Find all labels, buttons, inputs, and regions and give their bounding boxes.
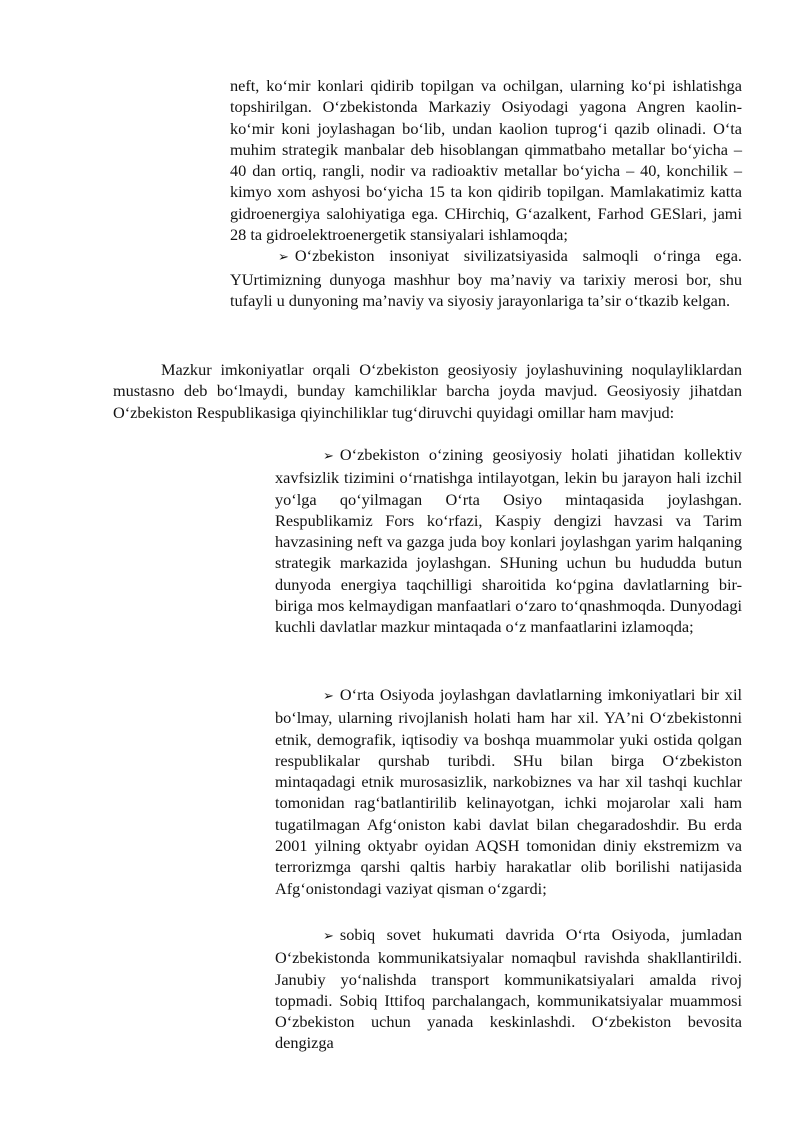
- arrowhead-bullet-icon: ➢: [323, 689, 334, 704]
- bullet-item-neighbors: [275, 684, 742, 899]
- bullet-item-security: [275, 444, 742, 638]
- bullet-item-communications: [275, 924, 742, 1054]
- text-block-intro: [113, 359, 742, 423]
- paragraph-resources: neft, koʻmir konlari qidirib topilgan va ochilgan, ularning koʻpi ishlatishga topshirilgan. Oʻzbekistonda Markaziy Osiyodagi yagona Angren kaolin-koʻmir koni joylashagan boʻlib, undan kaolion tuprogʻi qazib olinadi. Oʻta muhim strategik manbalar deb hisoblangan qimmatbaho metallar boʻyicha – 40 dan ortiq, rangli, nodir va radioaktiv metallar boʻyicha – 40, konchilik –kimyo xom ashyosi boʻyicha 15 ta kon qidirib topilgan. Mamlakatimiz katta gidroenergiya salohiyatiga ega. CHirchiq, Gʻazalkent, Farhod GESlari, jami 28 ta gidroelektroenergetik stansiyalari ishlamoqda;: [230, 76, 742, 245]
- arrowhead-bullet-icon: ➢: [323, 449, 334, 464]
- text-block-resources: [230, 75, 742, 311]
- paragraph-geopolitical-factors: Mazkur imkoniyatlar orqali Oʻzbekiston geosiyosiy joylashuvining noqulayliklardan mustasno deb boʻlmaydi, bunday kamchiliklar barcha joyda mavjud. Geosiyosiy jihatdan Oʻzbekiston Respublikasiga qiyinchiliklar tugʻdiruvchi quyidagi omillar ham mavjud:: [113, 360, 742, 422]
- text-block-security: [275, 444, 742, 638]
- bullet-text: Oʻzbekiston oʻzining geosiyosiy holati jihatidan kollektiv xavfsizlik tizimini oʻrnatishga intilayotgan, lekin bu jarayon hali izchil yoʻlga qoʻyilmagan Oʻrta Osiyo mintaqasida joylashgan. Respublikamiz Fors koʻrfazi, Kaspiy dengizi havzasi va Tarim havzasining neft va gazga juda boy konlari joylashgan yarim halqaning strategik markazida joylashgan. SHuning uchun bu hududda butun dunyoda energiya taqchilligi sharoitida koʻpgina davlatlarning bir-biriga mos kelmaydigan manfaatlari oʻzaro toʻqnashmoqda. Dunyodagi kuchli davlatlar mazkur mintaqada oʻz manfaatlarini izlamoqda;: [275, 445, 742, 637]
- arrowhead-bullet-icon: ➢: [323, 929, 334, 944]
- bullet-item-civilization: [230, 245, 742, 311]
- text-block-communications: [275, 924, 742, 1054]
- bullet-text: Oʻzbekiston insoniyat sivilizatsiyasida salmoqli oʻringa ega. YUrtimizning dunyoga mashhur boy maʼnaviy va tarixiy merosi bor, shu tufayli u dunyoning maʼnaviy va siyosiy jarayonlariga taʼsir oʻtkazib kelgan.: [230, 246, 742, 310]
- bullet-text: Oʻrta Osiyoda joylashgan davlatlarning imkoniyatlari bir xil boʻlmay, ularning rivojlanish holati ham har xil. YAʼni Oʻzbekistonni etnik, demografik, iqtisodiy va boshqa muammolar yuki ostida qolgan respublikalar qurshab turibdi. SHu bilan birga Oʻzbekiston mintaqadagi etnik murosasizlik, narkobiznes va har xil tashqi kuchlar tomonidan ragʻbatlantirilib kelinayotgan, ichki mojarolar xali ham tugatilmagan Afgʻoniston kabi davlat bilan chegaradoshdir. Bu erda 2001 yilning oktyabr oyidan AQSH tomonidan diniy ekstremizm va terrorizmga qarshi qaltis harbiy harakatlar olib borilishi natijasida Afgʻonistondagi vaziyat qisman oʻzgardi;: [275, 685, 742, 898]
- text-block-neighbors: [275, 684, 742, 899]
- arrowhead-bullet-icon: ➢: [278, 250, 289, 266]
- bullet-text: sobiq sovet hukumati davrida Oʻrta Osiyoda, jumladan Oʻzbekistonda kommunikatsiyalar nomaqbul ravishda shakllantirildi. Janubiy yoʻnalishda transport kommunikatsiyalari amalda rivoj topmadi. Sobiq Ittifoq parchalangach, kommunikatsiyalar muammosi Oʻzbekiston uchun yanada keskinlashdi. Oʻzbekiston bevosita dengizga: [275, 925, 742, 1053]
